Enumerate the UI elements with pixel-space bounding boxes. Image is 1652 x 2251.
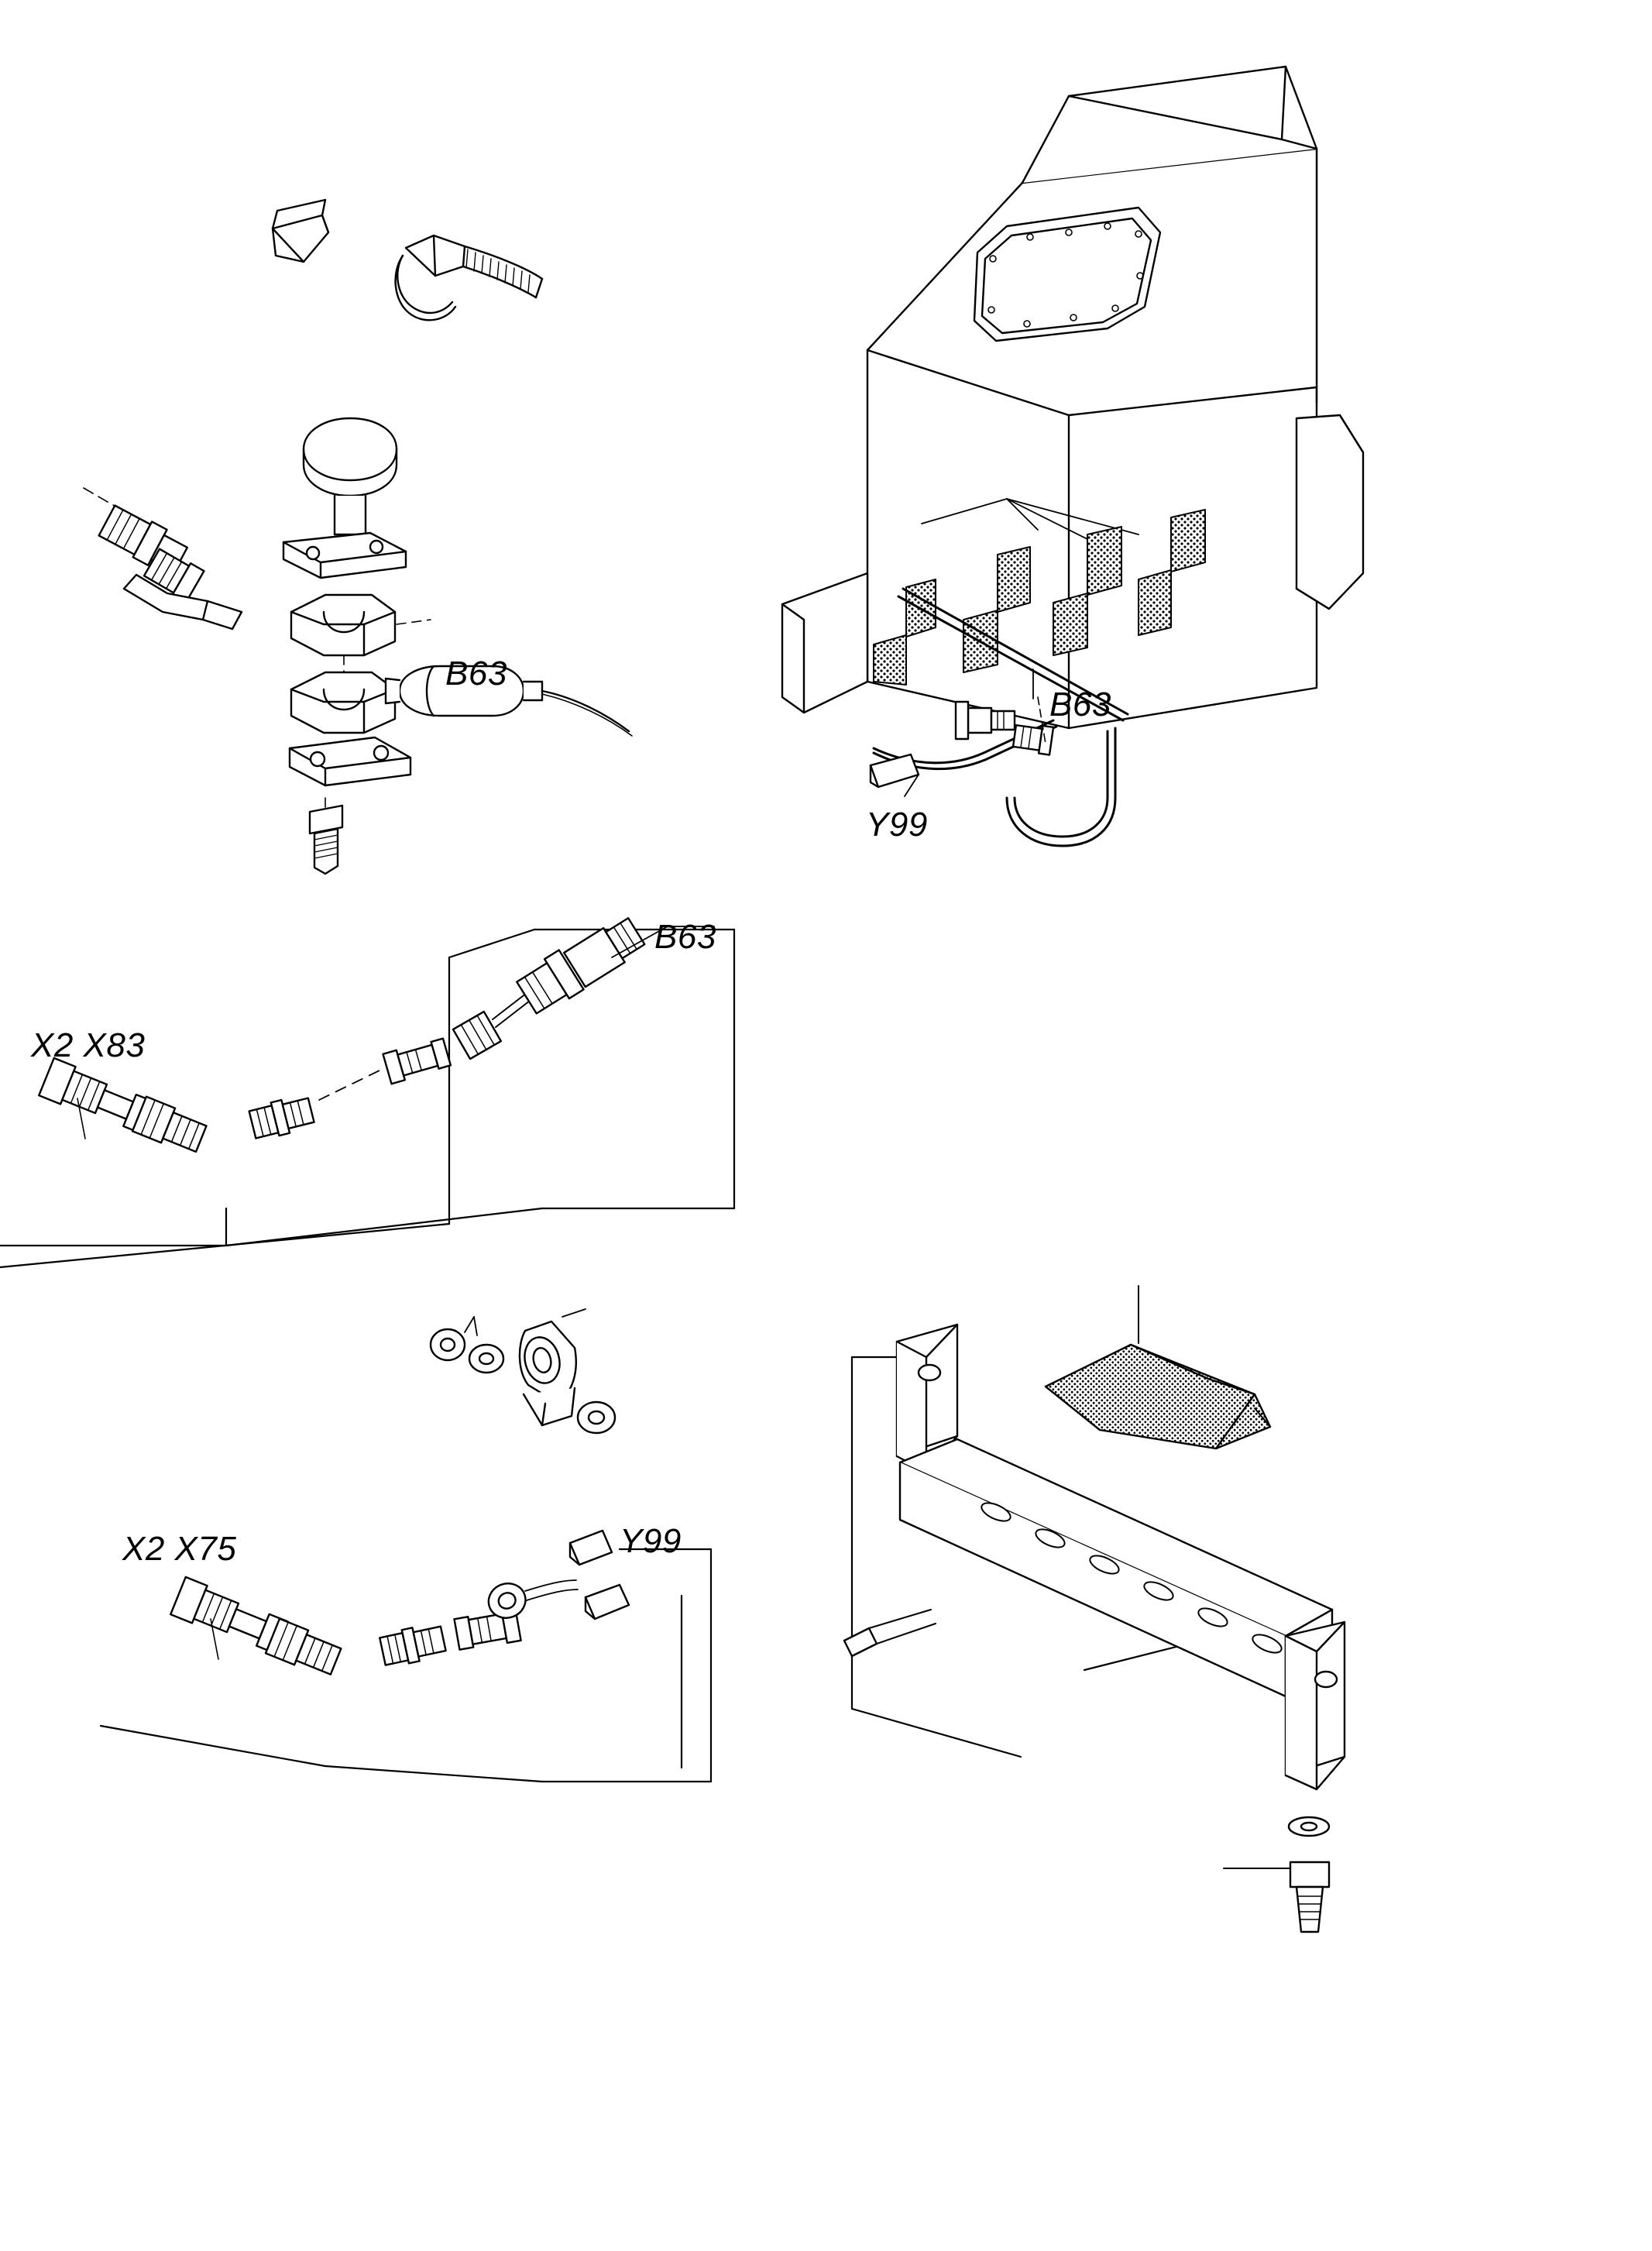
hose-assembly-b63-x2x83 — [0, 914, 734, 1267]
callout-y99-hose-lower: Y99 — [620, 1522, 682, 1560]
zip-tie-detail — [396, 235, 542, 320]
grommet-washer-detail — [431, 1309, 615, 1433]
callout-x2-x75: X2 X75 — [122, 1530, 237, 1568]
mounting-bracket-isometric — [844, 1286, 1345, 1932]
callout-y99-machine: Y99 — [866, 806, 928, 844]
callout-b63-hose-upper: B63 — [654, 918, 716, 956]
callout-b63-machine: B63 — [1049, 686, 1111, 723]
hose-assembly-y99-x2x75 — [101, 1531, 711, 1895]
callout-x2-x83: X2 X83 — [31, 1026, 146, 1064]
machine-enclosure-isometric — [782, 67, 1363, 846]
valve-bracket-exploded-stack — [84, 418, 632, 874]
callout-b63-upper-left: B63 — [445, 655, 507, 692]
cable-clip-detail — [273, 200, 328, 262]
